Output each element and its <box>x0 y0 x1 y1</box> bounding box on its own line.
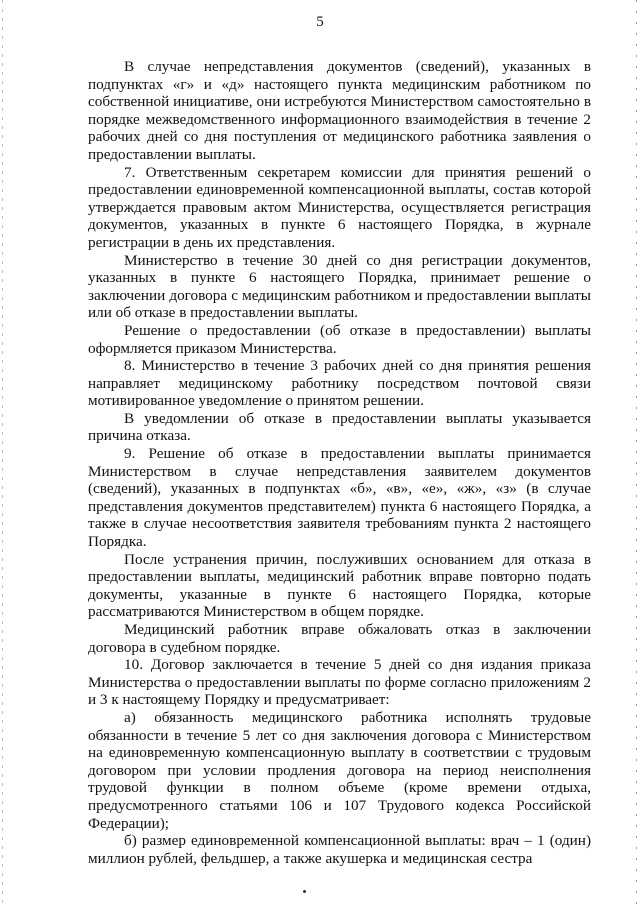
scan-edge-left <box>2 0 3 905</box>
paragraph-appeal: Медицинский работник вправе обжаловать отказ в заключении договора в судебном порядке. <box>88 621 591 656</box>
paragraph-subitem-a: а) обязанность медицинского работника исполнять трудовые обязанности в течение 5 лет со дня заключения договора с Министерством на единовременную компенсационную выплату в соответствии с трудовым договором при условии продления договора на период неисполнения трудовой функции в полном объеме (кроме времени отдыха, предусмотренного статьями 106 и 107 Трудового кодекса Российской Федерации); <box>88 708 591 832</box>
paragraph-subitem-b: б) размер единовременной компенсационной выплаты: врач – 1 (один) миллион рублей, фельдшер, а также акушерка и медицинская сестра <box>88 832 591 867</box>
paragraph-decision-term: Министерство в течение 30 дней со дня регистрации документов, указанных в пункте 6 настоящего Порядка, принимает решение о заключении договора с медицинским работником и предоставлении выплаты или об отказе в предоставлении выплаты. <box>88 251 591 322</box>
paragraph-item-10: 10. Договор заключается в течение 5 дней со дня издания приказа Министерства о предоставлении выплаты по форме согласно приложениям 2 и 3 к настоящему Порядку и предусматривает: <box>88 656 591 709</box>
paragraph-item-9: 9. Решение об отказе в предоставлении выплаты принимается Министерством в случае непредставления заявителем документов (сведений), указанных в подпунктах «б», «в», «е», «ж», «з» (в случае представления документов представителем) пункта 6 настоящего Порядка, а также в случае несоответствия заявителя требованиям пункта 2 настоящего Порядка. <box>88 445 591 551</box>
paragraph-item-8: 8. Министерство в течение 3 рабочих дней со дня принятия решения направляет медицинскому работнику посредством почтовой связи мотивированное уведомление о принятом решении. <box>88 357 591 410</box>
scan-edge-right <box>636 0 637 905</box>
page-number: 5 <box>316 14 324 30</box>
paragraph-item-7: 7. Ответственным секретарем комиссии для принятия решений о предоставлении единовременной компенсационной выплаты, состав которой утверждается правовым актом Министерства, осуществляется регистрация документов, указанных в пункте 6 настоящего Порядка, в журнале регистрации в день их представления. <box>88 163 591 251</box>
paragraph-resubmission: После устранения причин, послуживших основанием для отказа в предоставлении выплаты, медицинский работник вправе повторно подать документы, указанные в пункте 6 настоящего Порядка, которые рассматриваются Министерством в общем порядке. <box>88 550 591 621</box>
scan-speck <box>303 890 306 893</box>
paragraph-missing-documents: В случае непредставления документов (сведений), указанных в подпунктах «г» и «д» настоящего пункта медицинским работником по собственной инициативе, они истребуются Министерством самостоятельно в порядке межведомственного информационного взаимодействия в течение 2 рабочих дней со дня поступления от медицинского работника заявления о предоставлении выплаты. <box>88 58 591 163</box>
document-body <box>88 58 591 867</box>
paragraph-decision-order: Решение о предоставлении (об отказе в предоставлении) выплаты оформляется приказом Министерства. <box>88 321 591 357</box>
paragraph-refusal-reason: В уведомлении об отказе в предоставлении выплаты указывается причина отказа. <box>88 409 591 445</box>
